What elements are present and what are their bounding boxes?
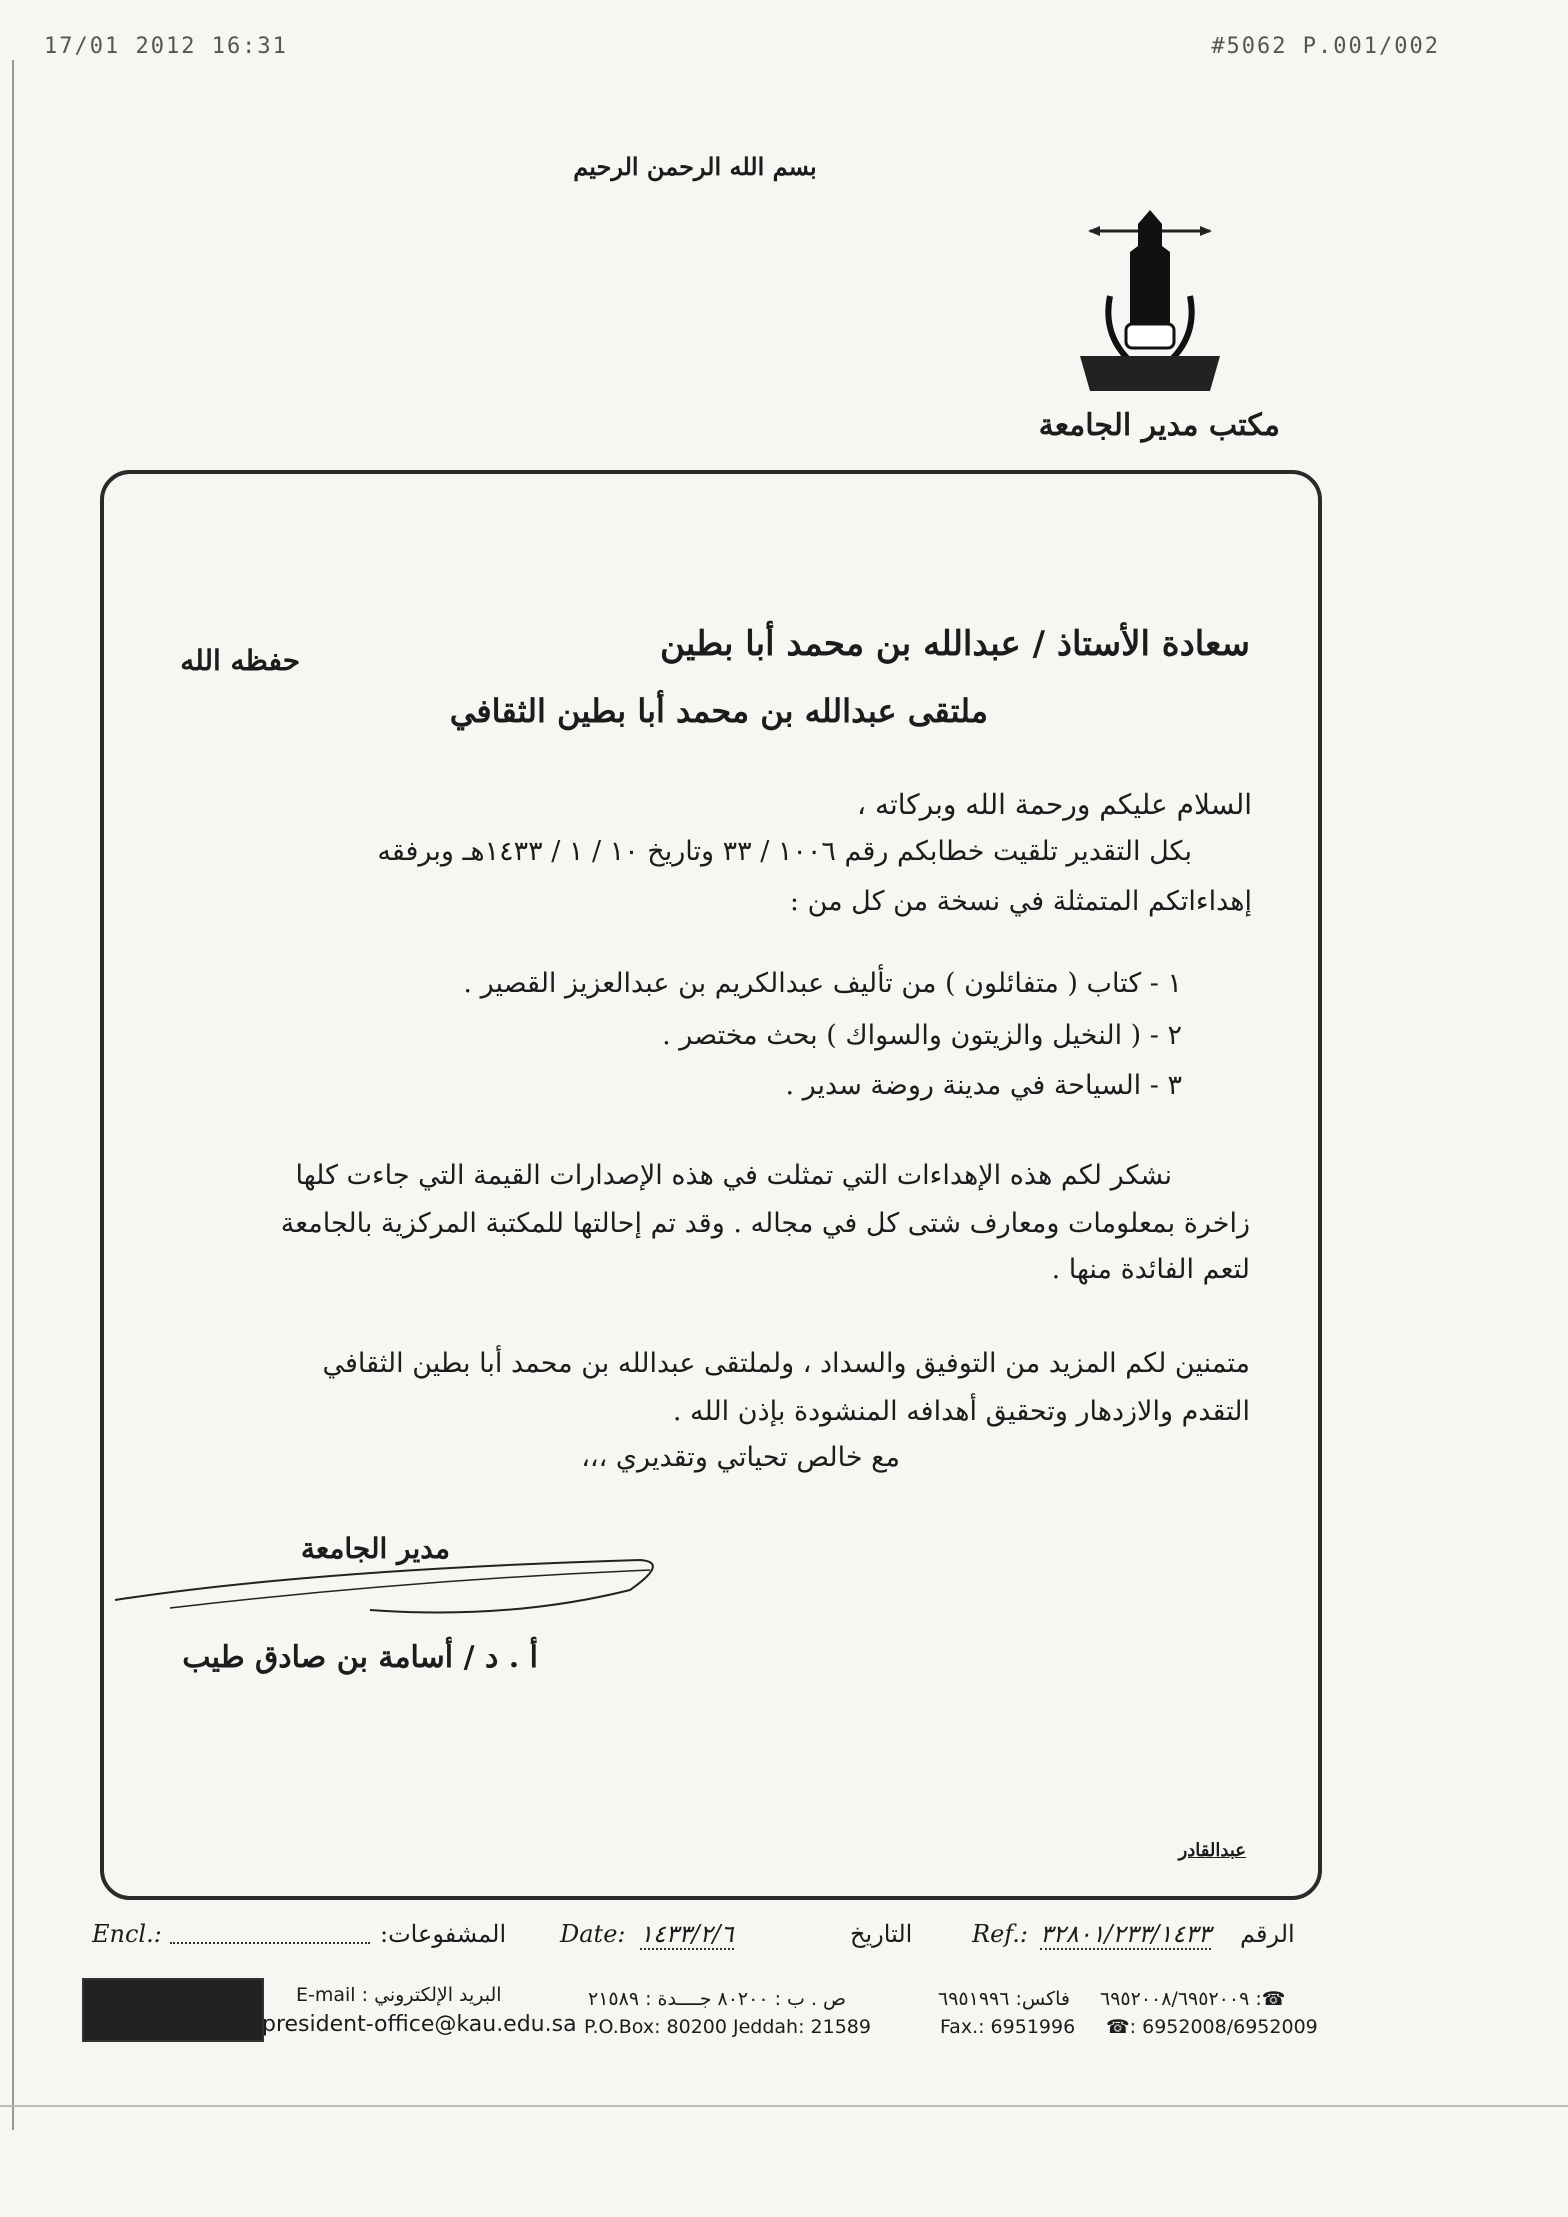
- encl-label-en: Encl.:: [92, 1920, 162, 1948]
- fax-ar: فاكس: ٦٩٥١٩٩٦: [938, 1988, 1071, 2010]
- date-label-ar: التاريخ: [850, 1920, 913, 1948]
- ref-value: ٣٢٨٠١/٢٣٣/١٤٣٣: [1040, 1920, 1211, 1948]
- signature-icon: [110, 1550, 670, 1630]
- university-logo-icon: [1070, 206, 1230, 406]
- ref-label-ar: الرقم: [1240, 1920, 1295, 1948]
- thanks-line-2: زاخرة بمعلومات ومعارف شتى كل في مجاله . وقد تم إحالتها للمكتبة المركزية بالجامعة: [280, 1208, 1250, 1239]
- intro-line-2: إهداءاتكم المتمثلة في نسخة من كل من :: [789, 886, 1252, 917]
- closing: مع خالص تحياتي وتقديري ،،،: [581, 1442, 900, 1473]
- basmala: بسم الله الرحمن الرحيم: [573, 152, 817, 181]
- list-item: ٢ - ( النخيل والزيتون والسواك ) بحث مختصر .: [662, 1020, 1182, 1051]
- signer-title: مدير الجامعة: [300, 1532, 450, 1565]
- list-item: ٣ - السياحة في مدينة روضة سدير .: [785, 1070, 1182, 1101]
- certification-logos-icon: [82, 1978, 264, 2042]
- scan-edge-line: [12, 60, 14, 2130]
- fax-page-ref: #5062 P.001/002: [1211, 34, 1440, 59]
- wish-line-1: متمنين لكم المزيد من التوفيق والسداد ، ولملتقى عبدالله بن محمد أبا بطين الثقافي: [322, 1348, 1250, 1379]
- signer-name: أ . د / أسامة بن صادق طيب: [182, 1640, 538, 1675]
- salutation-name: سعادة الأستاذ / عبدالله بن محمد أبا بطين: [659, 624, 1250, 664]
- encl-label-ar: المشفوعات:: [380, 1920, 507, 1948]
- tel-ar: ☎: ٦٩٥٢٠٠٨/٦٩٥٢٠٠٩: [1100, 1988, 1286, 2010]
- office-name: مكتب مدير الجامعة: [1038, 408, 1280, 443]
- thanks-line-1: نشكر لكم هذه الإهداءات التي تمثلت في هذه الإصدارات القيمة التي جاءت كلها: [295, 1160, 1172, 1191]
- date-value: ١٤٣٣/٢/٦: [640, 1920, 734, 1948]
- letter-subject: ملتقى عبدالله بن محمد أبا بطين الثقافي: [449, 692, 988, 730]
- bottom-divider: [0, 2105, 1568, 2107]
- ref-label-en: Ref.:: [972, 1920, 1029, 1948]
- email-label: E-mail : البريد الإلكتروني: [296, 1984, 502, 2006]
- date-label-en: Date:: [560, 1920, 626, 1948]
- greeting: السلام عليكم ورحمة الله وبركاته ،: [857, 788, 1252, 821]
- fax-datetime: 17/01 2012 16:31: [44, 34, 288, 59]
- email-link[interactable]: president-office@kau.edu.sa: [262, 2012, 577, 2037]
- wish-line-2: التقدم والازدهار وتحقيق أهدافه المنشودة بإذن الله .: [672, 1396, 1250, 1427]
- tel-en: ☎: 6952008/6952009: [1106, 2016, 1318, 2038]
- intro-line-1: بكل التقدير تلقيت خطابكم رقم ١٠٠٦ / ٣٣ وتاريخ ١٠ / ١ / ١٤٣٣هـ وبرفقه: [377, 836, 1192, 867]
- encl-field: [170, 1920, 370, 1944]
- initials: عبدالقادر: [1178, 1840, 1246, 1861]
- pobox-ar: ص . ب : ٨٠٢٠٠ جــــدة : ٢١٥٨٩: [588, 1988, 846, 2010]
- list-item: ١ - كتاب ( متفائلون ) من تأليف عبدالكريم بن عبدالعزيز القصير .: [463, 968, 1182, 999]
- fax-en: Fax.: 6951996: [940, 2016, 1076, 2038]
- pobox-en: P.O.Box: 80200 Jeddah: 21589: [584, 2016, 871, 2038]
- salutation-blessing: حفظه الله: [180, 644, 300, 677]
- thanks-line-3: لتعم الفائدة منها .: [1051, 1254, 1250, 1285]
